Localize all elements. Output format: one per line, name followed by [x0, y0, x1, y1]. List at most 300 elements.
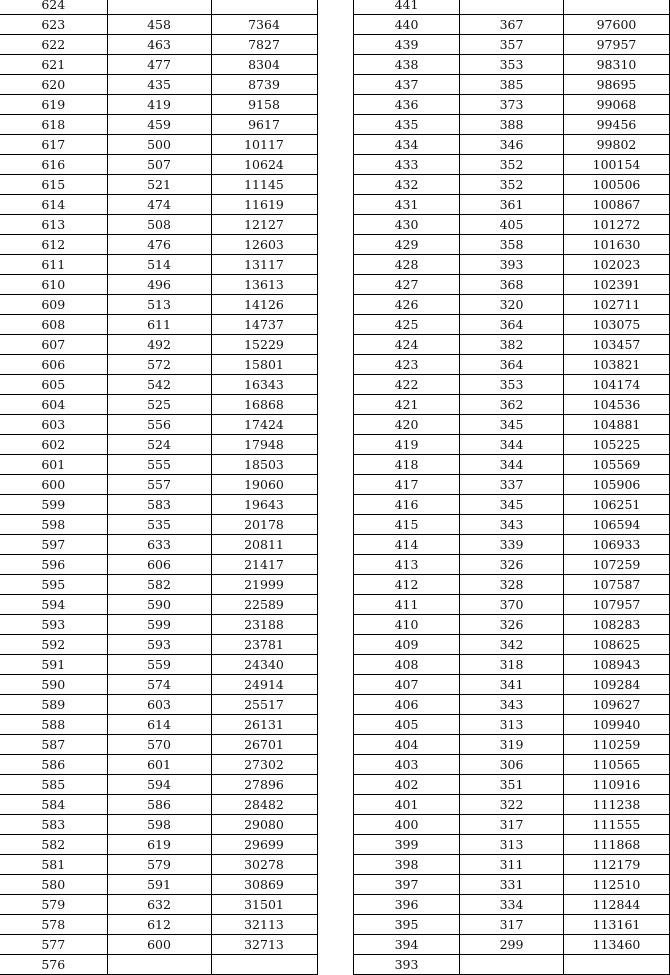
- score-cell: 619: [0, 95, 107, 115]
- cumulative-cell: [211, 955, 317, 975]
- count-cell: 343: [460, 695, 564, 715]
- cumulative-cell: 16343: [211, 375, 317, 395]
- cumulative-cell: 113460: [564, 935, 670, 955]
- score-cell: 607: [0, 335, 107, 355]
- score-cell: 397: [354, 875, 460, 895]
- cumulative-cell: 12603: [211, 235, 317, 255]
- score-cell: 599: [0, 495, 107, 515]
- score-cell: 428: [354, 255, 460, 275]
- score-cell: 613: [0, 215, 107, 235]
- left-table-row: [0, 0, 317, 15]
- cumulative-cell: 99068: [564, 95, 670, 115]
- left-table-row: [0, 715, 317, 735]
- score-cell: 583: [0, 815, 107, 835]
- cumulative-cell: 98695: [564, 75, 670, 95]
- count-cell: 579: [107, 855, 211, 875]
- cumulative-cell: 104536: [564, 395, 670, 415]
- count-cell: 385: [460, 75, 564, 95]
- cumulative-cell: 24914: [211, 675, 317, 695]
- count-cell: 353: [460, 375, 564, 395]
- count-cell: 351: [460, 775, 564, 795]
- cumulative-cell: 7827: [211, 35, 317, 55]
- score-cell: 593: [0, 615, 107, 635]
- count-cell: 619: [107, 835, 211, 855]
- left-table-row: [0, 875, 317, 895]
- left-table-row: [0, 215, 317, 235]
- right-table-row: [354, 675, 670, 695]
- cumulative-cell: 27896: [211, 775, 317, 795]
- count-cell: 601: [107, 755, 211, 775]
- score-cell: 439: [354, 35, 460, 55]
- score-cell: 429: [354, 235, 460, 255]
- left-table-row: [0, 535, 317, 555]
- left-table-row: [0, 495, 317, 515]
- cumulative-cell: 108625: [564, 635, 670, 655]
- score-cell: 602: [0, 435, 107, 455]
- left-table-row: [0, 855, 317, 875]
- count-cell: 311: [460, 855, 564, 875]
- right-table-row: [354, 135, 670, 155]
- cumulative-cell: 19643: [211, 495, 317, 515]
- cumulative-cell: 103821: [564, 355, 670, 375]
- score-cell: 427: [354, 275, 460, 295]
- right-table-row: [354, 435, 670, 455]
- cumulative-cell: 20178: [211, 515, 317, 535]
- count-cell: 419: [107, 95, 211, 115]
- cumulative-cell: 109284: [564, 675, 670, 695]
- count-cell: 344: [460, 455, 564, 475]
- count-cell: 344: [460, 435, 564, 455]
- cumulative-cell: 15229: [211, 335, 317, 355]
- cumulative-cell: 107587: [564, 575, 670, 595]
- score-cell: 412: [354, 575, 460, 595]
- count-cell: 353: [460, 55, 564, 75]
- cumulative-cell: [564, 955, 670, 975]
- left-table-row: [0, 75, 317, 95]
- left-table-row: [0, 835, 317, 855]
- cumulative-cell: 102711: [564, 295, 670, 315]
- score-table-right: [353, 0, 670, 975]
- score-cell: 586: [0, 755, 107, 775]
- right-table-row: [354, 715, 670, 735]
- right-table-row: [354, 195, 670, 215]
- count-cell: 555: [107, 455, 211, 475]
- count-cell: 435: [107, 75, 211, 95]
- count-cell: 393: [460, 255, 564, 275]
- left-table-row: [0, 615, 317, 635]
- right-table-row: [354, 935, 670, 955]
- left-table-row: [0, 735, 317, 755]
- cumulative-cell: 110565: [564, 755, 670, 775]
- cumulative-cell: 101630: [564, 235, 670, 255]
- score-cell: 620: [0, 75, 107, 95]
- score-cell: 437: [354, 75, 460, 95]
- left-table-row: [0, 595, 317, 615]
- cumulative-cell: 105225: [564, 435, 670, 455]
- score-cell: 438: [354, 55, 460, 75]
- cumulative-cell: 8739: [211, 75, 317, 95]
- right-table-row: [354, 555, 670, 575]
- count-cell: 299: [460, 935, 564, 955]
- cumulative-cell: 109940: [564, 715, 670, 735]
- score-cell: 611: [0, 255, 107, 275]
- left-table-row: [0, 15, 317, 35]
- right-table-row: [354, 335, 670, 355]
- score-cell: 608: [0, 315, 107, 335]
- right-table-row: [354, 95, 670, 115]
- right-table-row: [354, 115, 670, 135]
- count-cell: 559: [107, 655, 211, 675]
- count-cell: [107, 0, 211, 15]
- count-cell: 476: [107, 235, 211, 255]
- count-cell: 339: [460, 535, 564, 555]
- cumulative-cell: 105906: [564, 475, 670, 495]
- left-table-row: [0, 695, 317, 715]
- score-cell: 422: [354, 375, 460, 395]
- score-cell: 591: [0, 655, 107, 675]
- count-cell: 574: [107, 675, 211, 695]
- left-table-row: [0, 815, 317, 835]
- count-cell: 582: [107, 575, 211, 595]
- score-cell: 410: [354, 615, 460, 635]
- left-table-row: [0, 95, 317, 115]
- score-cell: 415: [354, 515, 460, 535]
- right-table-row: [354, 655, 670, 675]
- cumulative-cell: 105569: [564, 455, 670, 475]
- count-cell: 361: [460, 195, 564, 215]
- right-table-row: [354, 615, 670, 635]
- score-cell: 588: [0, 715, 107, 735]
- left-table-row: [0, 175, 317, 195]
- count-cell: 364: [460, 355, 564, 375]
- cumulative-cell: 7364: [211, 15, 317, 35]
- left-table-row: [0, 395, 317, 415]
- count-cell: 593: [107, 635, 211, 655]
- count-cell: 474: [107, 195, 211, 215]
- left-table-row: [0, 235, 317, 255]
- left-table-row: [0, 315, 317, 335]
- cumulative-cell: 107957: [564, 595, 670, 615]
- cumulative-cell: 8304: [211, 55, 317, 75]
- left-table-row: [0, 555, 317, 575]
- left-table-row: [0, 195, 317, 215]
- right-table-row: [354, 15, 670, 35]
- cumulative-cell: 18503: [211, 455, 317, 475]
- score-cell: 411: [354, 595, 460, 615]
- left-table-row: [0, 335, 317, 355]
- score-cell: 405: [354, 715, 460, 735]
- count-cell: 600: [107, 935, 211, 955]
- score-cell: 581: [0, 855, 107, 875]
- score-cell: 589: [0, 695, 107, 715]
- cumulative-cell: 100154: [564, 155, 670, 175]
- score-cell: 614: [0, 195, 107, 215]
- cumulative-cell: 113161: [564, 915, 670, 935]
- count-cell: 521: [107, 175, 211, 195]
- left-table-row: [0, 775, 317, 795]
- right-table-row: [354, 955, 670, 975]
- score-cell: 596: [0, 555, 107, 575]
- count-cell: 364: [460, 315, 564, 335]
- cumulative-cell: 97600: [564, 15, 670, 35]
- cumulative-cell: 111238: [564, 795, 670, 815]
- left-table-row: [0, 135, 317, 155]
- right-table-row: [354, 275, 670, 295]
- count-cell: 405: [460, 215, 564, 235]
- score-cell: 398: [354, 855, 460, 875]
- score-cell: 418: [354, 455, 460, 475]
- count-cell: 591: [107, 875, 211, 895]
- cumulative-cell: 108283: [564, 615, 670, 635]
- count-cell: 513: [107, 295, 211, 315]
- cumulative-cell: [564, 0, 670, 15]
- cumulative-cell: 19060: [211, 475, 317, 495]
- cumulative-cell: 32113: [211, 915, 317, 935]
- cumulative-cell: 29699: [211, 835, 317, 855]
- score-cell: 605: [0, 375, 107, 395]
- count-cell: 599: [107, 615, 211, 635]
- count-cell: 373: [460, 95, 564, 115]
- right-table-row: [354, 355, 670, 375]
- score-cell: 587: [0, 735, 107, 755]
- score-cell: 431: [354, 195, 460, 215]
- score-cell: 612: [0, 235, 107, 255]
- count-cell: 318: [460, 655, 564, 675]
- cumulative-cell: 26131: [211, 715, 317, 735]
- cumulative-cell: 97957: [564, 35, 670, 55]
- count-cell: 313: [460, 715, 564, 735]
- score-cell: 433: [354, 155, 460, 175]
- count-cell: 458: [107, 15, 211, 35]
- right-table-row: [354, 595, 670, 615]
- score-cell: 424: [354, 335, 460, 355]
- count-cell: 572: [107, 355, 211, 375]
- cumulative-cell: 24340: [211, 655, 317, 675]
- cumulative-cell: 28482: [211, 795, 317, 815]
- cumulative-cell: 10624: [211, 155, 317, 175]
- score-cell: 436: [354, 95, 460, 115]
- left-table-row: [0, 295, 317, 315]
- left-table-row: [0, 475, 317, 495]
- cumulative-cell: 112179: [564, 855, 670, 875]
- count-cell: 586: [107, 795, 211, 815]
- count-cell: 334: [460, 895, 564, 915]
- cumulative-cell: 30278: [211, 855, 317, 875]
- cumulative-cell: 23188: [211, 615, 317, 635]
- right-table-row: [354, 475, 670, 495]
- right-table-row: [354, 375, 670, 395]
- count-cell: 514: [107, 255, 211, 275]
- count-cell: 313: [460, 835, 564, 855]
- count-cell: 342: [460, 635, 564, 655]
- right-table-row: [354, 295, 670, 315]
- cumulative-cell: 102391: [564, 275, 670, 295]
- score-cell: 434: [354, 135, 460, 155]
- score-cell: 618: [0, 115, 107, 135]
- cumulative-cell: 104881: [564, 415, 670, 435]
- count-cell: 317: [460, 815, 564, 835]
- score-cell: 603: [0, 415, 107, 435]
- count-cell: 614: [107, 715, 211, 735]
- score-cell: 432: [354, 175, 460, 195]
- score-cell: 402: [354, 775, 460, 795]
- left-table-row: [0, 355, 317, 375]
- right-table-row: [354, 755, 670, 775]
- score-cell: 585: [0, 775, 107, 795]
- count-cell: 382: [460, 335, 564, 355]
- cumulative-cell: 112510: [564, 875, 670, 895]
- score-cell: 616: [0, 155, 107, 175]
- score-cell: 423: [354, 355, 460, 375]
- count-cell: 492: [107, 335, 211, 355]
- count-cell: 477: [107, 55, 211, 75]
- score-cell: 413: [354, 555, 460, 575]
- cumulative-cell: 26701: [211, 735, 317, 755]
- score-cell: 604: [0, 395, 107, 415]
- score-cell: 403: [354, 755, 460, 775]
- left-table-row: [0, 935, 317, 955]
- count-cell: 500: [107, 135, 211, 155]
- score-cell: 577: [0, 935, 107, 955]
- cumulative-cell: 110259: [564, 735, 670, 755]
- cumulative-cell: 12127: [211, 215, 317, 235]
- score-cell: 610: [0, 275, 107, 295]
- score-cell: 623: [0, 15, 107, 35]
- cumulative-cell: 10117: [211, 135, 317, 155]
- count-cell: 331: [460, 875, 564, 895]
- count-cell: 352: [460, 155, 564, 175]
- right-table-row: [354, 915, 670, 935]
- right-table-row: [354, 855, 670, 875]
- left-table-row: [0, 115, 317, 135]
- score-cell: 598: [0, 515, 107, 535]
- cumulative-cell: 25517: [211, 695, 317, 715]
- cumulative-cell: 11619: [211, 195, 317, 215]
- count-cell: 535: [107, 515, 211, 535]
- right-table-row: [354, 835, 670, 855]
- right-table-row: [354, 235, 670, 255]
- right-table-row: [354, 155, 670, 175]
- left-table-row: [0, 955, 317, 975]
- left-table-row: [0, 635, 317, 655]
- cumulative-cell: 98310: [564, 55, 670, 75]
- cumulative-cell: 107259: [564, 555, 670, 575]
- score-cell: 582: [0, 835, 107, 855]
- count-cell: [460, 0, 564, 15]
- count-cell: 358: [460, 235, 564, 255]
- count-cell: 508: [107, 215, 211, 235]
- right-table-row: [354, 775, 670, 795]
- count-cell: 459: [107, 115, 211, 135]
- count-cell: 326: [460, 555, 564, 575]
- cumulative-cell: 111555: [564, 815, 670, 835]
- left-table-row: [0, 35, 317, 55]
- score-cell: 576: [0, 955, 107, 975]
- right-table-row: [354, 815, 670, 835]
- right-table-row: [354, 635, 670, 655]
- cumulative-cell: 17424: [211, 415, 317, 435]
- left-table-row: [0, 155, 317, 175]
- cumulative-cell: 22589: [211, 595, 317, 615]
- score-cell: 441: [354, 0, 460, 15]
- cumulative-cell: 106594: [564, 515, 670, 535]
- count-cell: 317: [460, 915, 564, 935]
- cumulative-cell: 103075: [564, 315, 670, 335]
- right-table-row: [354, 575, 670, 595]
- right-table-row: [354, 455, 670, 475]
- score-cell: 580: [0, 875, 107, 895]
- count-cell: 606: [107, 555, 211, 575]
- score-cell: 609: [0, 295, 107, 315]
- score-cell: 440: [354, 15, 460, 35]
- cumulative-cell: 27302: [211, 755, 317, 775]
- count-cell: 322: [460, 795, 564, 815]
- right-table-row: [354, 875, 670, 895]
- score-cell: 395: [354, 915, 460, 935]
- score-cell: 430: [354, 215, 460, 235]
- cumulative-cell: 106251: [564, 495, 670, 515]
- left-table-row: [0, 795, 317, 815]
- count-cell: 611: [107, 315, 211, 335]
- cumulative-cell: 11145: [211, 175, 317, 195]
- left-table-row: [0, 575, 317, 595]
- score-cell: 601: [0, 455, 107, 475]
- count-cell: 370: [460, 595, 564, 615]
- right-table-row: [354, 215, 670, 235]
- cumulative-cell: 17948: [211, 435, 317, 455]
- right-table-row: [354, 735, 670, 755]
- cumulative-cell: 111868: [564, 835, 670, 855]
- count-cell: 603: [107, 695, 211, 715]
- score-cell: 606: [0, 355, 107, 375]
- cumulative-cell: 20811: [211, 535, 317, 555]
- count-cell: 345: [460, 495, 564, 515]
- count-cell: 556: [107, 415, 211, 435]
- right-table-row: [354, 395, 670, 415]
- count-cell: 557: [107, 475, 211, 495]
- score-cell: 578: [0, 915, 107, 935]
- count-cell: 345: [460, 415, 564, 435]
- right-table-row: [354, 795, 670, 815]
- count-cell: 337: [460, 475, 564, 495]
- score-cell: 408: [354, 655, 460, 675]
- count-cell: 570: [107, 735, 211, 755]
- count-cell: 357: [460, 35, 564, 55]
- cumulative-cell: 21999: [211, 575, 317, 595]
- cumulative-cell: 112844: [564, 895, 670, 915]
- score-cell: 407: [354, 675, 460, 695]
- score-table-left-body: [0, 0, 317, 975]
- count-cell: 319: [460, 735, 564, 755]
- count-cell: 326: [460, 615, 564, 635]
- right-table-row: [354, 0, 670, 15]
- score-table-left: [0, 0, 318, 975]
- count-cell: 328: [460, 575, 564, 595]
- count-cell: 525: [107, 395, 211, 415]
- score-cell: 590: [0, 675, 107, 695]
- cumulative-cell: 109627: [564, 695, 670, 715]
- count-cell: 507: [107, 155, 211, 175]
- count-cell: [107, 955, 211, 975]
- cumulative-cell: 21417: [211, 555, 317, 575]
- cumulative-cell: 14126: [211, 295, 317, 315]
- count-cell: 346: [460, 135, 564, 155]
- score-cell: 401: [354, 795, 460, 815]
- left-table-row: [0, 655, 317, 675]
- count-cell: 590: [107, 595, 211, 615]
- count-cell: 362: [460, 395, 564, 415]
- score-cell: 615: [0, 175, 107, 195]
